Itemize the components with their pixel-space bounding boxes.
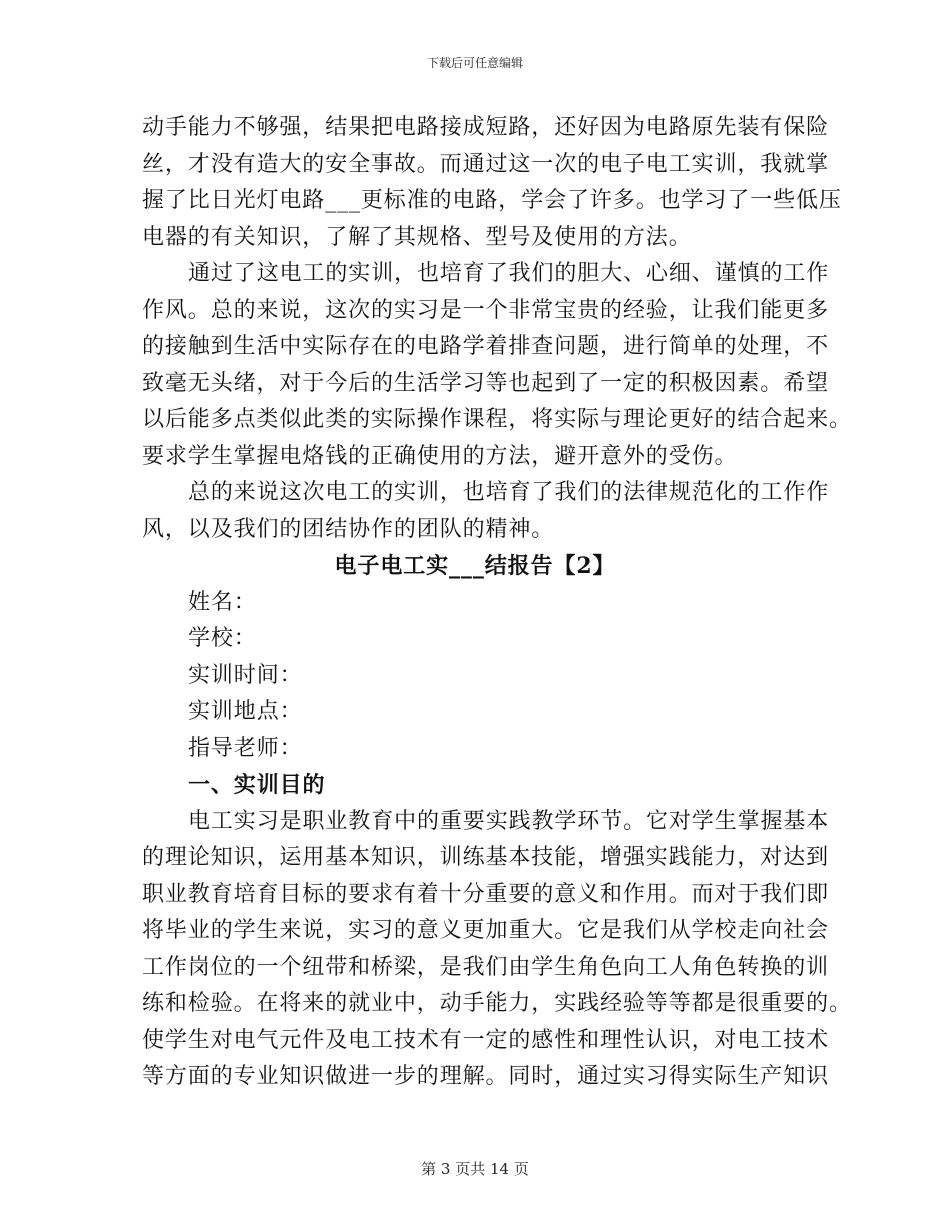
field-name-label: 姓名：	[188, 589, 257, 615]
paragraph-line: 电器的有关知识，了解了其规格、型号及使用的方法。	[142, 224, 692, 250]
paragraph-line: 以后能多点类似此类的实际操作课程，将实际与理论更好的结合起来。	[142, 407, 852, 432]
paragraph-line: 将毕业的学生来说，实习的意义更加重大。它是我们从学校走向社会	[142, 918, 830, 943]
paragraph-line: 丝，才没有造大的安全事故。而通过这一次的电子电工实训，我就掌	[142, 151, 830, 177]
paragraph-line: 要求学生掌握电烙钱的正确使用的方法，避开意外的受伤。	[142, 443, 738, 469]
paragraph-line: 握了比日光灯电路___更标准的电路，学会了许多。也学习了一些低压	[142, 188, 842, 213]
field-training-time-label: 实训时间：	[188, 662, 303, 688]
field-training-location	[142, 694, 808, 731]
section-heading: 一、实训目的	[188, 772, 326, 798]
field-training-location-label: 实训地点：	[188, 699, 303, 724]
paragraph-line: 总的来说这次电工的实训，也培育了我们的法律规范化的工作作	[188, 480, 830, 505]
field-school-label: 学校：	[188, 626, 257, 651]
page-header: 下载后可任意编辑	[426, 56, 523, 70]
paragraph-line: 练和检验。在将来的就业中，动手能力，实践经验等等都是很重要的。	[142, 991, 852, 1016]
paragraph-line: 使学生对电气元件及电工技术有一定的感性和理性认识，对电工技术	[142, 1027, 830, 1053]
paragraph-line: 电工实习是职业教育中的重要实践教学环节。它对学生掌握基本	[188, 808, 830, 834]
field-instructor	[142, 731, 808, 768]
report-title: 电子电工实___结报告【2】	[334, 553, 616, 579]
paragraph-line: 的理论知识，运用基本知识，训练基本技能，增强实践能力，对达到	[142, 845, 830, 870]
paragraph-line: 动手能力不够强，结果把电路接成短路，还好因为电路原先装有保险	[142, 115, 830, 140]
paragraph-line: 作风。总的来说，这次的实习是一个非常宝贵的经验，让我们能更多	[142, 297, 830, 323]
field-instructor-label: 指导老师：	[188, 735, 303, 761]
paragraph-line: 致毫无头绪，对于今后的生活学习等也起到了一定的积极因素。希望	[142, 370, 830, 396]
paragraph-line: 通过了这电工的实训，也培育了我们的胆大、心细、谨慎的工作	[188, 261, 830, 286]
paragraph-line: 的接触到生活中实际存在的电路学着排查问题，进行简单的处理，不	[142, 334, 830, 359]
paragraph-line: 职业教育培育目标的要求有着十分重要的意义和作用。而对于我们即	[142, 881, 830, 907]
document-body	[142, 110, 852, 1096]
field-school	[142, 621, 808, 658]
paragraph-line: 风，以及我们的团结协作的团队的精神。	[142, 516, 555, 542]
page-footer: 第 3 页共 14 页	[421, 1160, 529, 1178]
field-name	[142, 585, 808, 622]
field-training-time	[142, 658, 808, 695]
paragraph-line: 等方面的专业知识做进一步的理解。同时，通过实习得实际生产知识	[142, 1064, 830, 1089]
paragraph-line: 工作岗位的一个纽带和桥梁，是我们由学生角色向工人角色转换的训	[142, 954, 830, 980]
